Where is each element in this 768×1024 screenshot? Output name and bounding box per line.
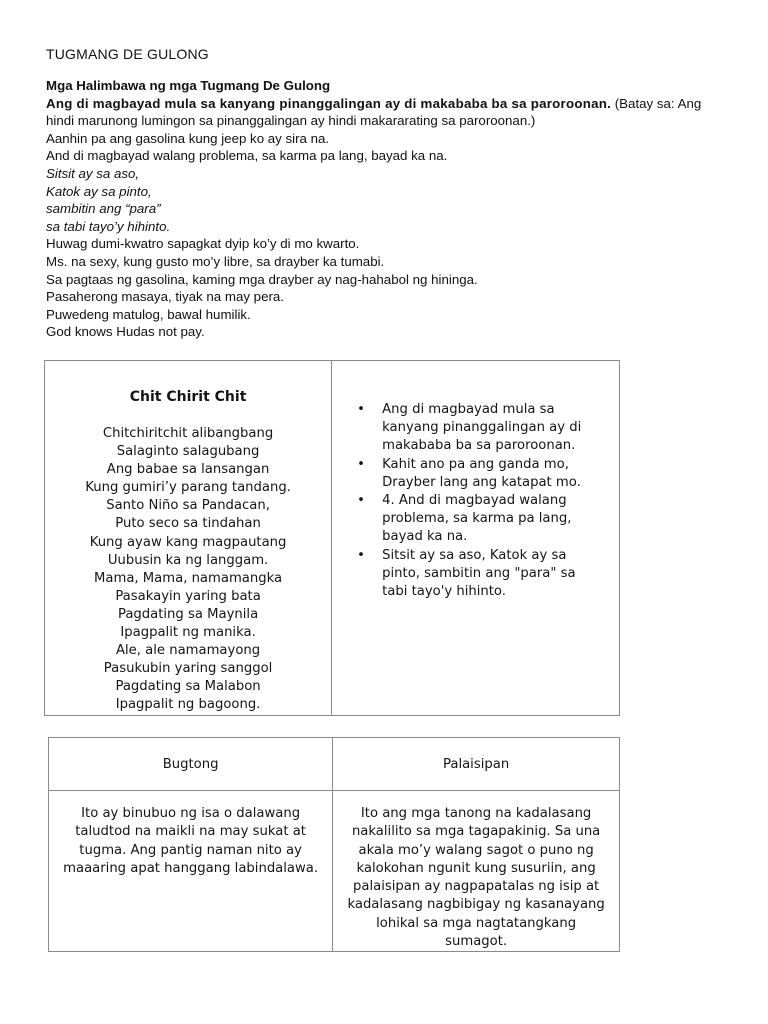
- header-palaisipan: Palaisipan: [333, 738, 620, 791]
- bullet-item: • 4. And di magbayad walang problema, sa karma pa lang, bayad ka na.: [354, 492, 603, 547]
- poem-line: Ipagpalit ng manika.: [120, 625, 256, 641]
- palaisipan-description: Ito ang mga tanong na kadalasang nakalilito sa mga tagapakinig. Sa una akala mo’y walang sagot o puno ng kalokohan ngunit kung susuriin, ang palaisipan ay nagpapatalas ng isip at kadalasang nagbibigay ng kasanayang lohikal sa mga nagtatangkang sumagot.: [333, 791, 620, 952]
- example-line: God knows Hudas not pay.: [46, 324, 205, 340]
- poem-line: Chitchiritchit alibangbang: [102, 426, 274, 441]
- definition-content-row: [49, 791, 620, 952]
- first-example-note: (Batay sa: Ang hindi marunong lumingon sa pinanggalingan ay hindi makararating sa paroroonan.): [46, 95, 702, 129]
- poem-line: Pasakayin yaring bata: [115, 588, 261, 604]
- poem-line: Santo Niño sa Pandacan,: [106, 498, 270, 514]
- poem-table-row: [45, 361, 620, 716]
- examples-heading: Mga Halimbawa ng mga Tugmang De Gulong: [46, 78, 331, 93]
- bullet-cell: [332, 361, 620, 716]
- document-body: [46, 77, 726, 341]
- header-bugtong: Bugtong: [49, 738, 333, 791]
- poem-line: Pasukubin yaring sanggol: [103, 661, 273, 677]
- bullet-item: • Ang di magbayad mula sa kanyang pinanggalingan ay di makababa ba sa paroroonan.: [354, 401, 603, 456]
- poem-line: Salaginto salagubang: [116, 444, 260, 460]
- example-line: Ms. na sexy, kung gusto mo’y libre, sa drayber ka tumabi.: [46, 253, 385, 269]
- poem-line: Kung gumiri’y parang tandang.: [85, 480, 291, 496]
- italic-verse-line: Katok ay sa pinto,: [46, 183, 152, 199]
- poem-line: Ale, ale namamayong: [115, 643, 261, 659]
- first-example-text: Ang di magbayad mula sa kanyang pinanggalingan ay di makababa ba sa paroroonan.: [46, 95, 612, 111]
- example-line: Aanhin pa ang gasolina kung jeep ko ay sira na.: [46, 130, 330, 146]
- example-line: Pasaherong masaya, tiyak na may pera.: [46, 289, 284, 305]
- poem-title: Chit Chirit Chit: [129, 389, 247, 405]
- poem-line: Ipagpalit ng bagoong.: [115, 697, 261, 713]
- first-example: [46, 95, 726, 130]
- bullet-item: • Kahit ano pa ang ganda mo, Drayber lang ang katapat mo.: [354, 456, 603, 492]
- poem-line: Puto seco sa tindahan: [115, 516, 261, 532]
- bullet-item: • Sitsit ay sa aso, Katok ay sa pinto, sambitin ang "para" sa tabi tayo'y hihinto.: [354, 547, 603, 602]
- example-line: And di magbayad walang problema, sa karma pa lang, bayad ka na.: [46, 148, 448, 164]
- definition-header-row: [49, 738, 620, 791]
- poem-line: Kung ayaw kang magpautang: [89, 534, 287, 550]
- italic-verse-line: sa tabi tayo’y hihinto.: [46, 218, 171, 234]
- bugtong-description: Ito ay binubuo ng isa o dalawang taludtod na maikli na may sukat at tugma. Ang pantig naman nito ay maaaring apat hanggang labindalawa.: [49, 791, 333, 952]
- italic-verse-line: sambitin ang “para”: [46, 201, 161, 217]
- poem-line: Pagdating sa Maynila: [117, 606, 259, 622]
- definition-table: [48, 737, 620, 952]
- poem-line: Ang babae sa lansangan: [106, 462, 270, 478]
- poem-line: Pagdating sa Malabon: [115, 679, 261, 695]
- poem-table: [44, 360, 620, 716]
- example-line: Sa pagtaas ng gasolina, kaming mga drayber ay nag-hahabol ng hininga.: [46, 271, 478, 287]
- document-title: TUGMANG DE GULONG: [46, 46, 209, 62]
- poem-line: Uubusin ka ng langgam.: [107, 552, 269, 568]
- poem-cell: [45, 361, 332, 716]
- example-line: Puwedeng matulog, bawal humilik.: [46, 306, 251, 322]
- italic-verse-line: Sitsit ay sa aso,: [46, 165, 140, 181]
- poem-lines: [45, 425, 331, 715]
- example-line: Huwag dumi-kwatro sapagkat dyip ko’y di mo kwarto.: [46, 236, 360, 252]
- bullet-list: [332, 401, 619, 601]
- poem-line: Mama, Mama, namamangka: [94, 570, 283, 586]
